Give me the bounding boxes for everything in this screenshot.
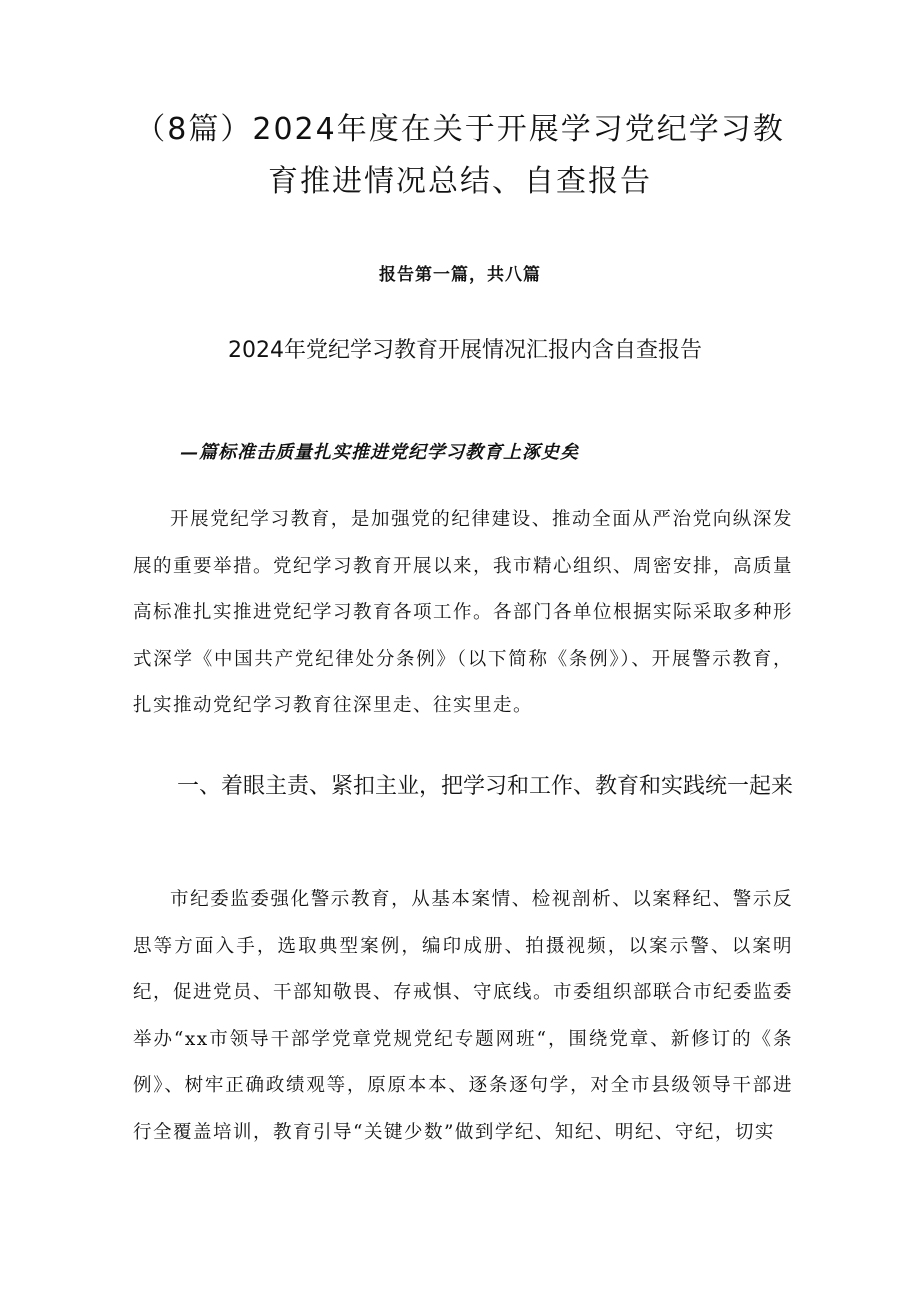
section-heading: 一、着眼主责、紧扣主业，把学习和工作、教育和实践统一起来 xyxy=(177,774,794,799)
body-paragraph: 开展党纪学习教育，是加强党的纪律建设、推动全面从严治党向纵深发展的重要举措。党纪学习教育开展以来，我市精心组织、周密安排，高质量高标准扎实推进党纪学习教育各项工作。各部门各单位根据实际采取多种形式深学《中国共产党纪律处分条例》（以下简称《条例》）、开展警示教育，扎实推动党纪学习教育往深里走、往实里走。 xyxy=(133,509,794,716)
document-title: （8篇）2024年度在关于开展学习党纪学习教育推进情况总结、自查报告 xyxy=(135,112,785,199)
body-paragraph: 市纪委监委强化警示教育，从基本案情、检视剖析、以案释纪、警示反思等方面入手，选取典型案例，编印成册、拍摄视频，以案示警、以案明纪，促进党员、干部知敬畏、存戒惧、守底线。市委组织部联合市纪委监委举办“xx市领导干部学党章党规党纪专题网班“，围绕党章、新修订的《条例》、树牢正确政绩观等，原原本本、逐条逐句学，对全市县级领导干部进行全覆盖培训，教育引导“关键少数”做到学纪、知纪、明纪、守纪，切实 xyxy=(133,889,794,1143)
article-title: 2024年党纪学习教育开展情况汇报内含自查报告 xyxy=(228,338,702,363)
article-subtitle: —篇标准击质量扎实推进党纪学习教育上涿史矣 xyxy=(180,442,579,463)
series-label: 报告第一篇，共八篇 xyxy=(379,265,541,285)
